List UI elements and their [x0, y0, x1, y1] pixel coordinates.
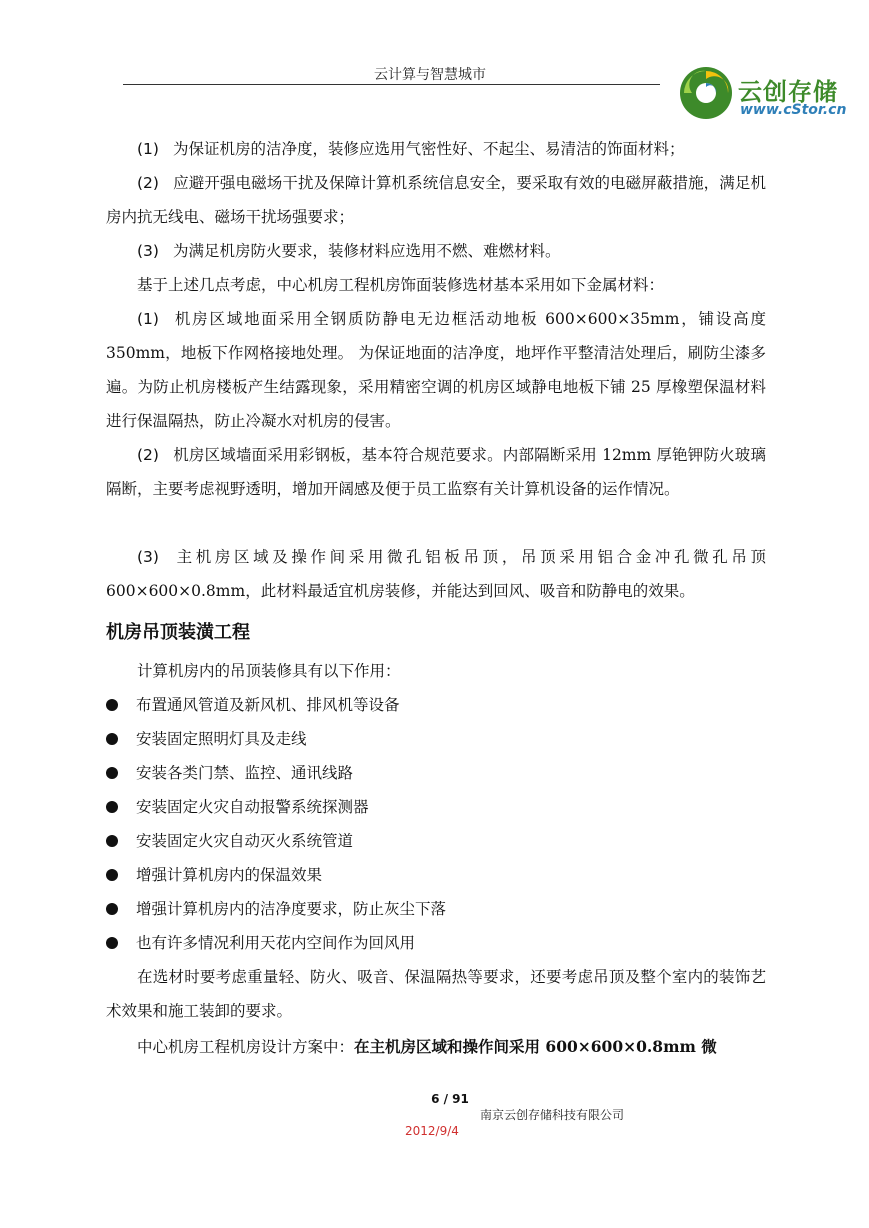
footer-company: 南京云创存储科技有限公司 [480, 1108, 625, 1122]
header-title: 云计算与智慧城市 [374, 67, 486, 83]
item-number: (3) [137, 548, 159, 566]
summary-paragraph: 基于上述几点考虑，中心机房工程机房饰面装修选材基本采用如下金属材料： [137, 276, 665, 294]
section-paragraph-1: 在选材时要考虑重量轻、防火、吸音、保温隔热等要求，还要考虑吊顶及整个室内的装饰艺术效果和施工装卸的要求。 [106, 968, 766, 1020]
logo-name: 云创存储 [738, 78, 838, 106]
bold-text: 在主机房区域和操作间采用 600×600×0.8mm 微 [354, 1037, 717, 1056]
bullet-dot-icon [106, 937, 118, 949]
section-intro: 计算机房内的吊顶装修具有以下作用： [137, 662, 401, 680]
item-text: 为保证机房的洁净度，装修应选用气密性好、不起尘、易清洁的饰面材料； [173, 140, 685, 158]
item-text: 主机房区域及操作间采用微孔铝板吊顶，吊顶采用铝合金冲孔微孔吊顶 600×600×0.8mm，此材料最适宜机房装修，并能达到回风、吸音和防静电的效果。 [106, 548, 766, 600]
material-item-2 [106, 438, 766, 506]
bullet-dot-icon [106, 835, 118, 847]
intro-item-1 [106, 132, 766, 166]
intro-item-3 [106, 234, 766, 268]
bullet-item: 安装固定火灾自动灭火系统管道 [106, 824, 766, 858]
material-item-1 [106, 302, 766, 438]
bullet-item: 也有许多情况利用天花内空间作为回风用 [106, 926, 766, 960]
intro-item-2 [106, 166, 766, 234]
bullet-item: 安装固定照明灯具及走线 [106, 722, 766, 756]
item-text: 机房区域地面采用全钢质防静电无边框活动地板 600×600×35mm，铺设高度 350mm，地板下作网格接地处理。 为保证地面的洁净度，地坪作平整清洁处理后，刷防尘漆多遍。为防止机房楼板产生结露现象，采用精密空调的机房区域静电地板下铺 25 厚橡塑保温材料进行保温隔热，防止冷凝水对机房的侵害。 [106, 310, 766, 430]
bullet-item: 安装各类门禁、监控、通讯线路 [106, 756, 766, 790]
item-number: (1) [137, 140, 159, 158]
bullet-dot-icon [106, 767, 118, 779]
bullet-dot-icon [106, 801, 118, 813]
bullet-dot-icon [106, 699, 118, 711]
logo-url: www.cStor.cn [740, 102, 847, 118]
item-text: 为满足机房防火要求，装修材料应选用不燃、难燃材料。 [173, 242, 561, 260]
section-paragraph-2: 中心机房工程机房设计方案中：在主机房区域和操作间采用 600×600×0.8mm 微 [137, 1037, 717, 1056]
footer-date: 2012/9/4 [405, 1124, 459, 1138]
bullet-item: 布置通风管道及新风机、排风机等设备 [106, 688, 766, 722]
bullet-dot-icon [106, 903, 118, 915]
item-number: (2) [137, 174, 159, 192]
section-heading: 机房吊顶装潢工程 [106, 622, 250, 643]
header-rule [123, 84, 660, 85]
item-text: 应避开强电磁场干扰及保障计算机系统信息安全，要采取有效的电磁屏蔽措施，满足机房内抗无线电、磁场干扰场强要求； [106, 174, 766, 226]
bullet-item: 增强计算机房内的洁净度要求，防止灰尘下落 [106, 892, 766, 926]
page-number: 6 / 91 [431, 1092, 469, 1106]
item-text: 机房区域墙面采用彩钢板，基本符合规范要求。内部隔断采用 12mm 厚铯钾防火玻璃隔断，主要考虑视野透明，增加开阔感及便于员工监察有关计算机设备的运作情况。 [106, 446, 766, 498]
item-number: (2) [137, 446, 159, 464]
item-number: (1) [137, 310, 159, 328]
bullet-dot-icon [106, 733, 118, 745]
material-item-3 [106, 540, 766, 608]
bullet-item: 安装固定火灾自动报警系统探测器 [106, 790, 766, 824]
item-number: (3) [137, 242, 159, 260]
bullet-dot-icon [106, 869, 118, 881]
bullet-item: 增强计算机房内的保温效果 [106, 858, 766, 892]
